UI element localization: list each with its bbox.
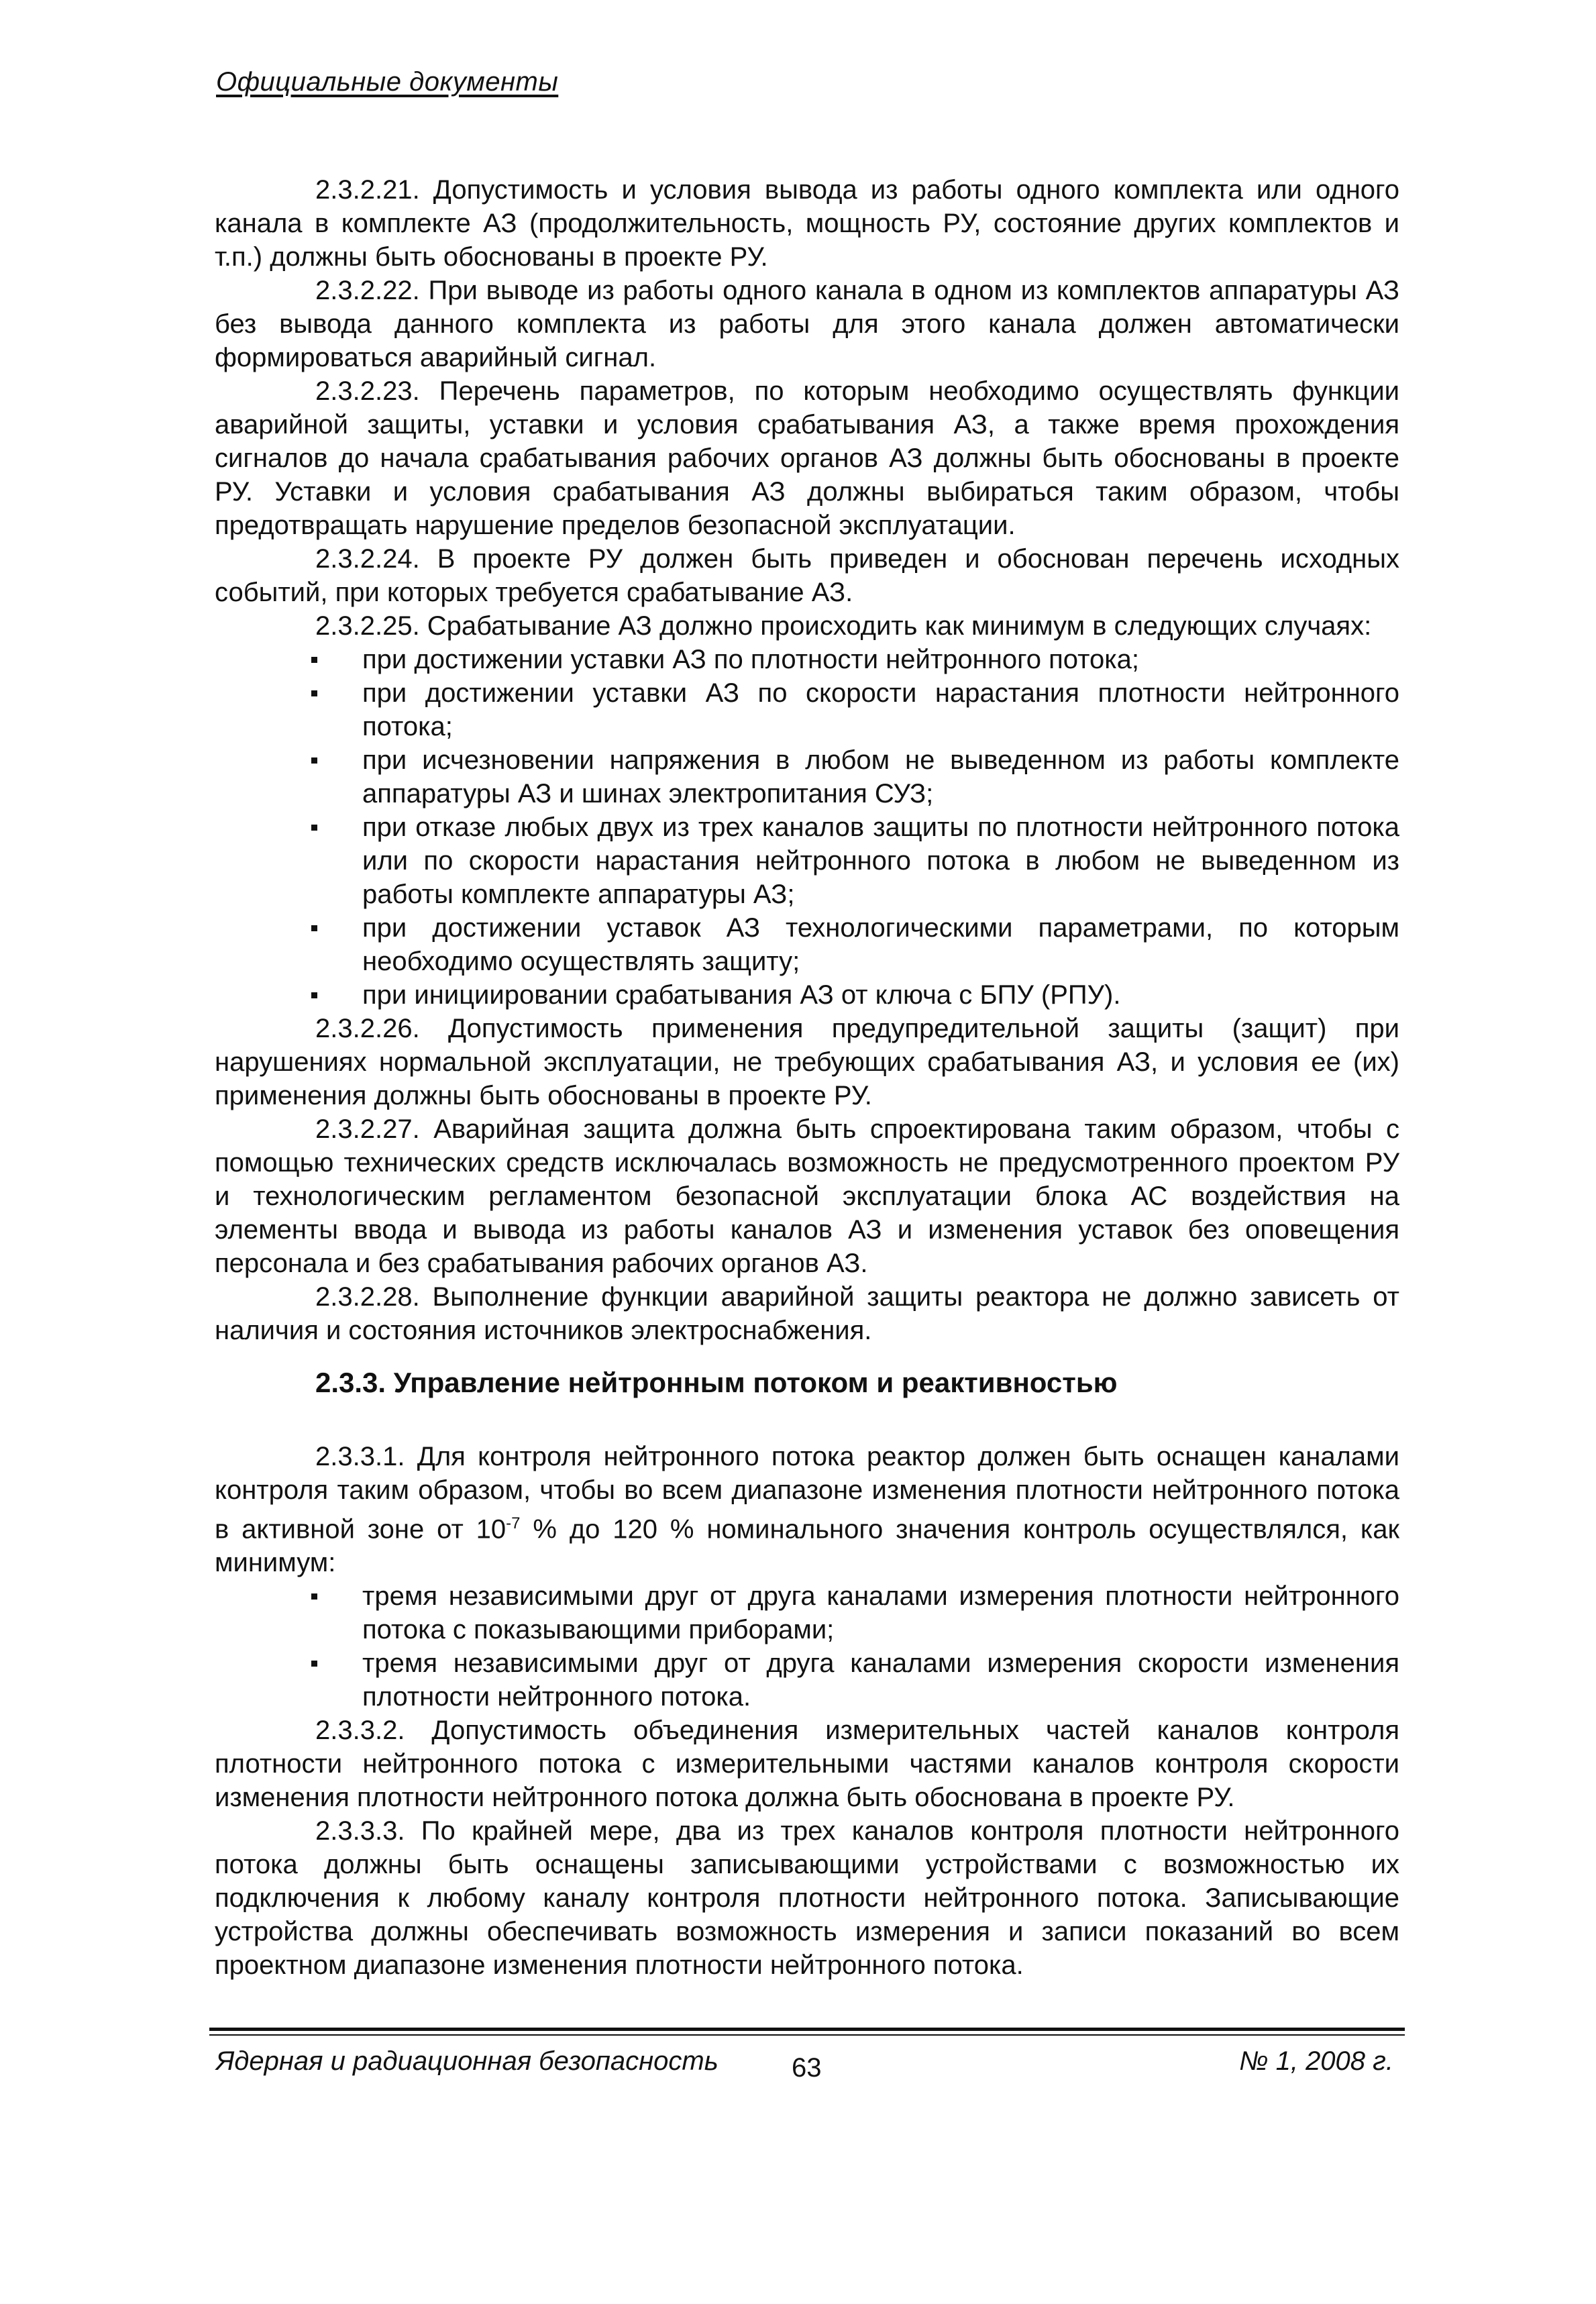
paragraph-2-3-2-26: 2.3.2.26. Допустимость применения предупредительной защиты (защит) при нарушениях нормальной эксплуатации, не требующих срабатывания АЗ, и условия ее (их) применения должны быть обоснованы в проекте РУ. xyxy=(215,1014,1399,1110)
document-body xyxy=(215,173,1399,1982)
list-item: при достижении уставок АЗ технологическими параметрами, по которым необходимо осуществлять защиту; xyxy=(362,911,1399,978)
section-heading-2-3-3: 2.3.3. Управление нейтронным потоком и реактивностью xyxy=(315,1367,1118,1398)
paragraph-2-3-2-22: 2.3.2.22. При выводе из работы одного канала в одном из комплектов аппаратуры АЗ без вывода данного комплекта из работы для этого канала должен автоматически формироваться аварийный сигнал. xyxy=(215,276,1399,372)
running-header: Официальные документы xyxy=(216,67,559,97)
paragraph-2-3-2-25: 2.3.2.25. Срабатывание АЗ должно происходить как минимум в следующих случаях: xyxy=(315,611,1372,641)
list-item: при достижении уставки АЗ по плотности нейтронного потока; xyxy=(362,643,1399,676)
trip-conditions-list xyxy=(215,643,1399,1012)
list-item: при инициировании срабатывания АЗ от ключа с БПУ (РПУ). xyxy=(362,978,1399,1012)
footer-rule-thick xyxy=(209,2028,1405,2031)
paragraph-2-3-2-24: 2.3.2.24. В проекте РУ должен быть приведен и обоснован перечень исходных событий, при которых требуется срабатывание АЗ. xyxy=(215,544,1399,607)
paragraph-2-3-2-21: 2.3.2.21. Допустимость и условия вывода из работы одного комплекта или одного канала в комплекте АЗ (продолжительность, мощность РУ, состояние других комплектов и т.п.) должны быть обоснованы в проекте РУ. xyxy=(215,175,1399,272)
paragraph-2-3-3-3: 2.3.3.3. По крайней мере, два из трех каналов контроля плотности нейтронного потока должны быть оснащены записывающими устройствами с возможностью их подключения к любому каналу контроля плотности нейтронного потока. Записывающие устройства должны обеспечивать возможность измерения и записи показаний во всем проектном диапазоне изменения плотности нейтронного потока. xyxy=(215,1816,1399,1981)
list-item: при достижении уставки АЗ по скорости нарастания плотности нейтронного потока; xyxy=(362,676,1399,743)
page-number: 63 xyxy=(792,2053,822,2083)
footer-rule-thin xyxy=(209,2034,1405,2036)
list-item: при отказе любых двух из трех каналов защиты по плотности нейтронного потока или по скорости нарастания нейтронного потока в любом не выведенном из работы комплекте аппаратуры АЗ; xyxy=(362,810,1399,911)
paragraph-2-3-2-28: 2.3.2.28. Выполнение функции аварийной защиты реактора не должно зависеть от наличия и состояния источников электроснабжения. xyxy=(215,1282,1399,1345)
paragraph-2-3-3-1-part-b: % до 120 % номинального значения контроль осуществлялся, как минимум: xyxy=(215,1514,1399,1578)
paragraph-2-3-2-23: 2.3.2.23. Перечень параметров, по которым необходимо осуществлять функции аварийной защиты, уставки и условия срабатывания АЗ, а также время прохождения сигналов до начала срабатывания рабочих органов АЗ должны быть обоснованы в проекте РУ. Уставки и условия срабатывания АЗ должны выбираться таким образом, чтобы предотвращать нарушение пределов безопасной эксплуатации. xyxy=(215,376,1399,540)
paragraph-2-3-2-27: 2.3.2.27. Аварийная защита должна быть спроектирована таким образом, чтобы с помощью технических средств исключалась возможность не предусмотренного проектом РУ и технологическим регламентом безопасной эксплуатации блока АС воздействия на элементы ввода и вывода из работы каналов АЗ и изменения уставок без оповещения персонала и без срабатывания рабочих органов АЗ. xyxy=(215,1114,1399,1278)
list-item: при исчезновении напряжения в любом не выведенном из работы комплекте аппаратуры АЗ и шинах электропитания СУЗ; xyxy=(362,743,1399,810)
paragraph-2-3-3-1-part-a: 2.3.3.1. Для контроля нейтронного потока реактор должен быть оснащен каналами контроля таким образом, чтобы во всем диапазоне изменения плотности нейтронного потока в активной зоне от 10 xyxy=(215,1442,1399,1544)
footer-divider xyxy=(209,2028,1405,2036)
list-item: тремя независимыми друг от друга каналами измерения плотности нейтронного потока с показывающими приборами; xyxy=(362,1579,1399,1646)
exponent: -7 xyxy=(506,1514,521,1532)
journal-title: Ядерная и радиационная безопасность xyxy=(216,2046,719,2076)
list-item: тремя независимыми друг от друга каналами измерения скорости изменения плотности нейтронного потока. xyxy=(362,1646,1399,1714)
issue-number: № 1, 2008 г. xyxy=(1239,2046,1393,2076)
paragraph-2-3-3-2: 2.3.3.2. Допустимость объединения измерительных частей каналов контроля плотности нейтронного потока с измерительными частями каналов контроля скорости изменения плотности нейтронного потока должна быть обоснована в проекте РУ. xyxy=(215,1716,1399,1813)
monitoring-channels-list xyxy=(215,1579,1399,1714)
paragraph-2-3-3-1 xyxy=(215,1440,1399,1579)
